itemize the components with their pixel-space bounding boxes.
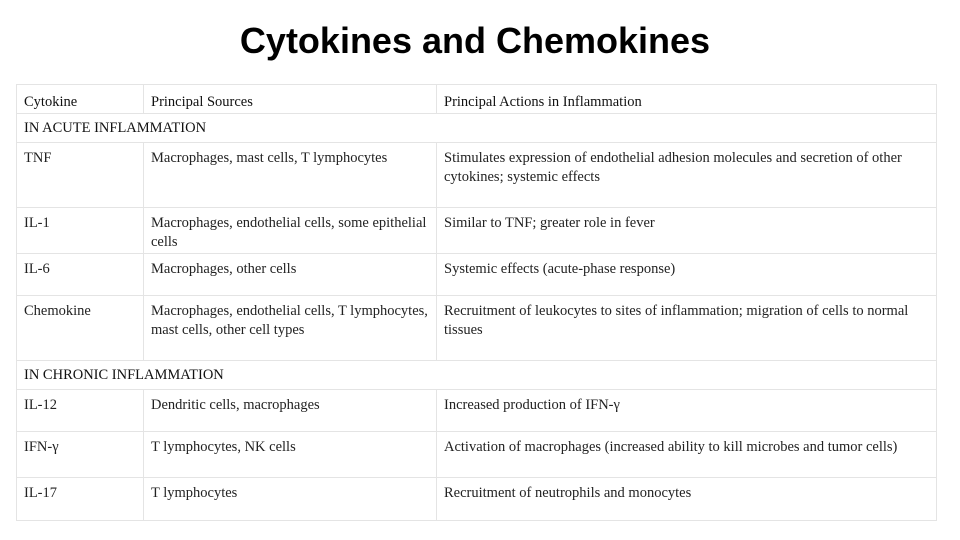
table-header-row [17,85,937,114]
sources-cell: Macrophages, mast cells, T lymphocytes [144,143,437,208]
sources-cell: Macrophages, endothelial cells, some epithelial cells [144,208,437,254]
sources-cell: T lymphocytes, NK cells [144,432,437,478]
table-row [17,390,937,432]
cytokine-cell: IFN-γ [17,432,144,478]
table-row [17,478,937,521]
sources-cell: Dendritic cells, macrophages [144,390,437,432]
section-row-acute [17,114,937,143]
column-header-sources: Principal Sources [144,85,437,114]
cytokine-cell: IL-17 [17,478,144,521]
cytokine-cell: Chemokine [17,296,144,361]
section-label-acute: IN ACUTE INFLAMMATION [17,114,937,143]
table-row [17,432,937,478]
column-header-actions: Principal Actions in Inflammation [437,85,937,114]
cytokine-cell: TNF [17,143,144,208]
actions-cell: Recruitment of leukocytes to sites of inflammation; migration of cells to normal tissues [437,296,937,361]
section-row-chronic [17,361,937,390]
actions-cell: Activation of macrophages (increased ability to kill microbes and tumor cells) [437,432,937,478]
actions-cell: Recruitment of neutrophils and monocytes [437,478,937,521]
cytokine-cell: IL-1 [17,208,144,254]
sources-cell: T lymphocytes [144,478,437,521]
sources-cell: Macrophages, endothelial cells, T lymphocytes, mast cells, other cell types [144,296,437,361]
sources-cell: Macrophages, other cells [144,254,437,296]
cytokine-table [16,84,937,521]
column-header-cytokine: Cytokine [17,85,144,114]
table-row [17,208,937,254]
table-row [17,143,937,208]
section-label-chronic: IN CHRONIC INFLAMMATION [17,361,937,390]
cytokine-cell: IL-6 [17,254,144,296]
table-row [17,296,937,361]
actions-cell: Increased production of IFN-γ [437,390,937,432]
actions-cell: Similar to TNF; greater role in fever [437,208,937,254]
cytokine-cell: IL-12 [17,390,144,432]
actions-cell: Stimulates expression of endothelial adhesion molecules and secretion of other cytokines; systemic effects [437,143,937,208]
actions-cell: Systemic effects (acute-phase response) [437,254,937,296]
page-title: Cytokines and Chemokines [239,20,711,61]
table-row [17,254,937,296]
